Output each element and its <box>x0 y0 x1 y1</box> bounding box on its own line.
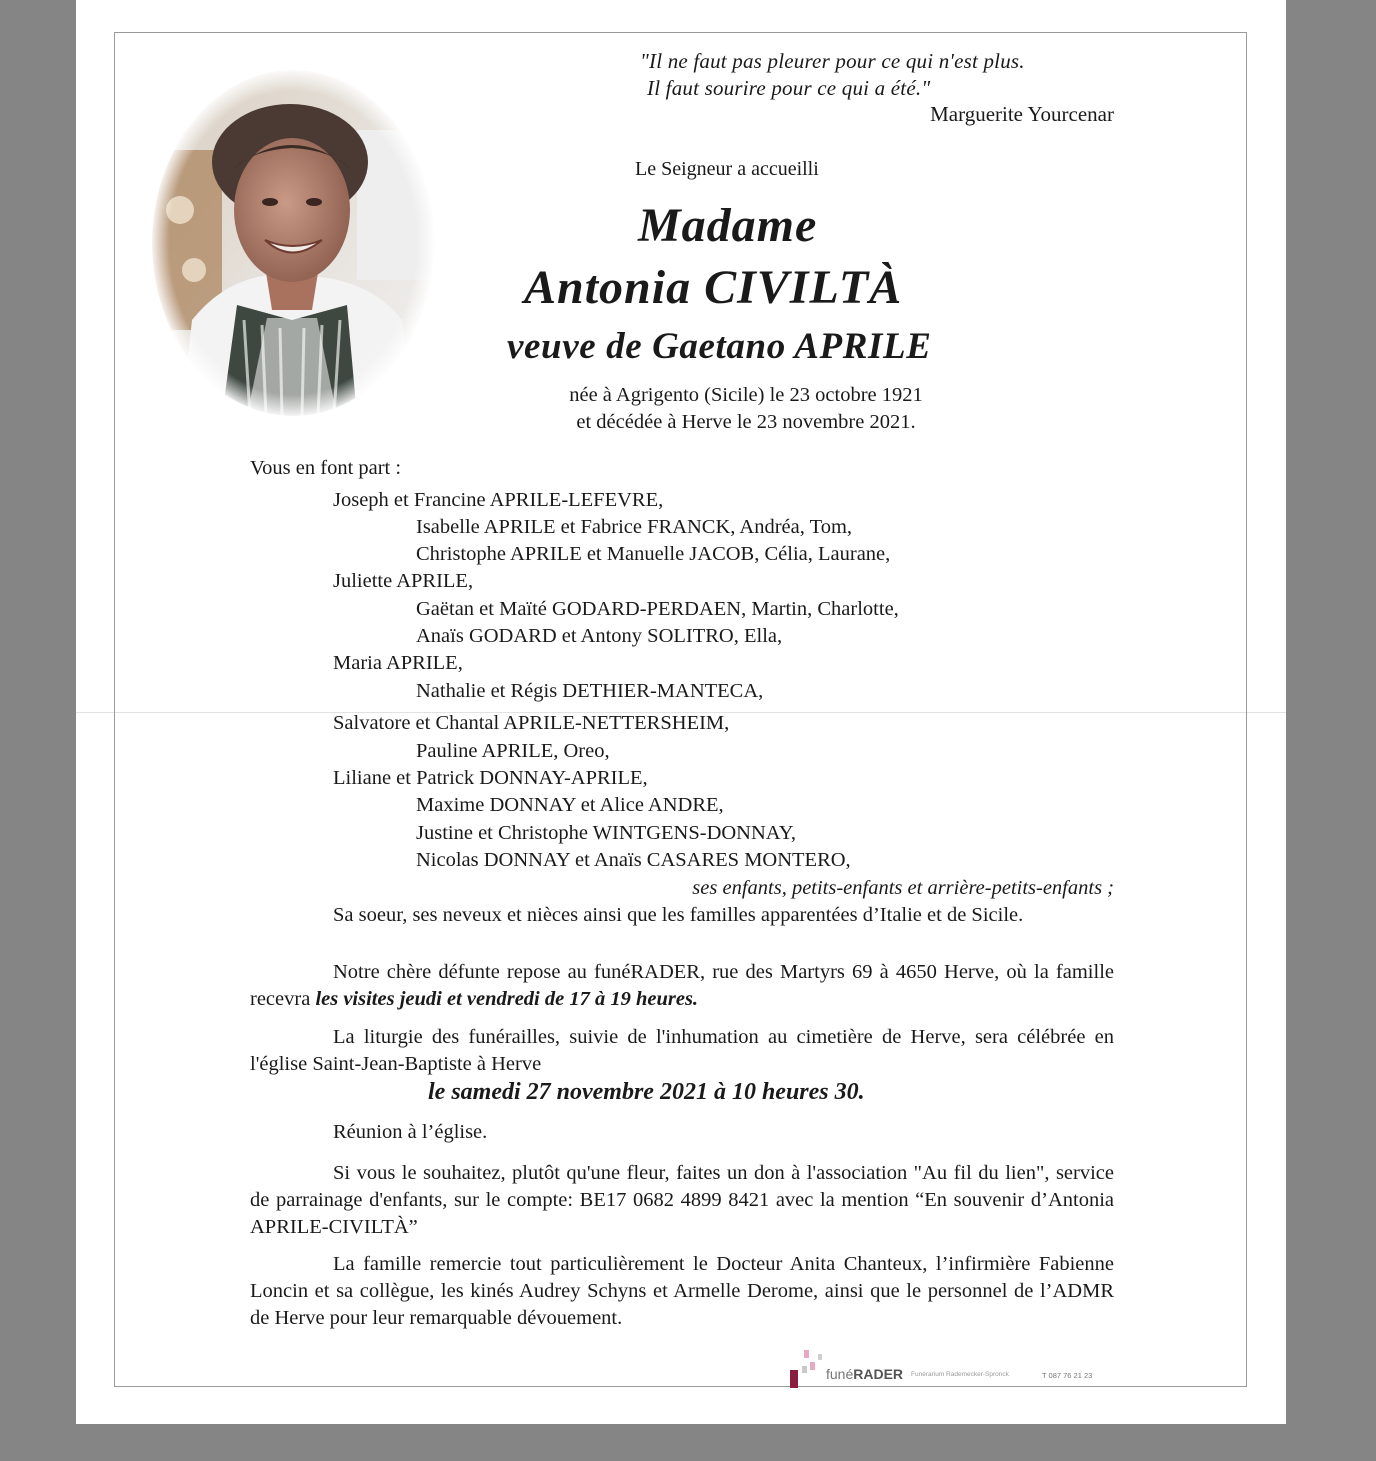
family-line: Anaïs GODARD et Antony SOLITRO, Ella, <box>416 625 783 647</box>
announcement-intro: Le Seigneur a accueilli <box>635 158 819 180</box>
honorific: Madame <box>638 199 818 252</box>
family-line: Joseph et Francine APRILE-LEFEVRE, <box>333 489 664 511</box>
family-line: Maria APRILE, <box>333 652 463 674</box>
funeral-date: le samedi 27 novembre 2021 à 10 heures 30. <box>428 1079 865 1105</box>
death-line: et décédée à Herve le 23 novembre 2021. <box>576 411 916 433</box>
family-heading: Vous en font part : <box>250 457 402 479</box>
family-line: Juliette APRILE, <box>333 570 474 592</box>
family-line: Pauline APRILE, Oreo, <box>416 740 610 762</box>
family-line: Christophe APRILE et Manuelle JACOB, Célia, Laurane, <box>416 543 891 565</box>
quote-author: Marguerite Yourcenar <box>930 102 1114 126</box>
quote-line-2: Il faut sourire pour ce qui a été." <box>647 76 931 100</box>
family-line: Justine et Christophe WINTGENS-DONNAY, <box>416 822 797 844</box>
family-line: Liliane et Patrick DONNAY-APRILE, <box>333 767 648 789</box>
family-relation: ses enfants, petits-enfants et arrière-petits-enfants ; <box>692 877 1114 899</box>
funerarium-logo <box>788 1348 1118 1390</box>
quote-line-1: "Il ne faut pas pleurer pour ce qui n'est plus. <box>640 49 1025 73</box>
birth-line: née à Agrigento (Sicile) le 23 octobre 1921 <box>569 384 923 406</box>
deceased-name: Antonia CIVILTÀ <box>524 261 903 314</box>
meeting-note: Réunion à l’église. <box>333 1121 488 1143</box>
rest-paragraph <box>250 959 1114 1013</box>
logo-brand-prefix: funé <box>826 1366 854 1382</box>
family-line: Isabelle APRILE et Fabrice FRANCK, Andréa, Tom, <box>416 516 853 538</box>
widow-of: veuve de Gaetano APRILE <box>507 326 932 367</box>
logo-phone: T 087 76 21 23 <box>1042 1371 1093 1380</box>
thanks-paragraph: La famille remercie tout particulièrement le Docteur Anita Chanteux, l’infirmière Fabienne Loncin et sa collègue, les kinés Audrey Schyns et Armelle Derome, ainsi que le personnel de l’ADMR de Herve pour leur remarquable dévouement. <box>250 1253 1114 1329</box>
family-relatives: Sa soeur, ses neveux et nièces ainsi que les familles apparentées d’Italie et de Sicile. <box>333 904 1024 926</box>
family-line: Salvatore et Chantal APRILE-NETTERSHEIM, <box>333 712 730 734</box>
logo-brand-name: RADER <box>853 1366 904 1382</box>
logo-subtitle: Funérarium Rademecker-Spronck <box>911 1371 1009 1378</box>
family-line: Gaëtan et Maïté GODARD-PERDAEN, Martin, Charlotte, <box>416 598 899 620</box>
family-line: Nicolas DONNAY et Anaïs CASARES MONTERO, <box>416 849 851 871</box>
family-line: Nathalie et Régis DETHIER-MANTECA, <box>416 680 764 702</box>
visits-hours: les visites jeudi et vendredi de 17 à 19 heures. <box>315 988 699 1010</box>
donation-paragraph: Si vous le souhaitez, plutôt qu'une fleur, faites un don à l'association "Au fil du lien", service de parrainage d'enfants, sur le compte: BE17 0682 4899 8421 avec la mention “En souvenir d’Antonia APRILE-CIVILTÀ” <box>250 1162 1114 1238</box>
liturgy-paragraph: La liturgie des funérailles, suivie de l'inhumation au cimetière de Herve, sera célébrée en l'église Saint-Jean-Baptiste à Herve <box>250 1026 1114 1075</box>
logo-mark-icon <box>788 1348 828 1390</box>
portrait-photo <box>152 70 434 416</box>
family-line: Maxime DONNAY et Alice ANDRE, <box>416 794 724 816</box>
rest-text: Notre chère défunte repose au funéRADER, rue des Martyrs 69 à 4650 Herve, où la famille recevra <box>250 961 1114 1010</box>
